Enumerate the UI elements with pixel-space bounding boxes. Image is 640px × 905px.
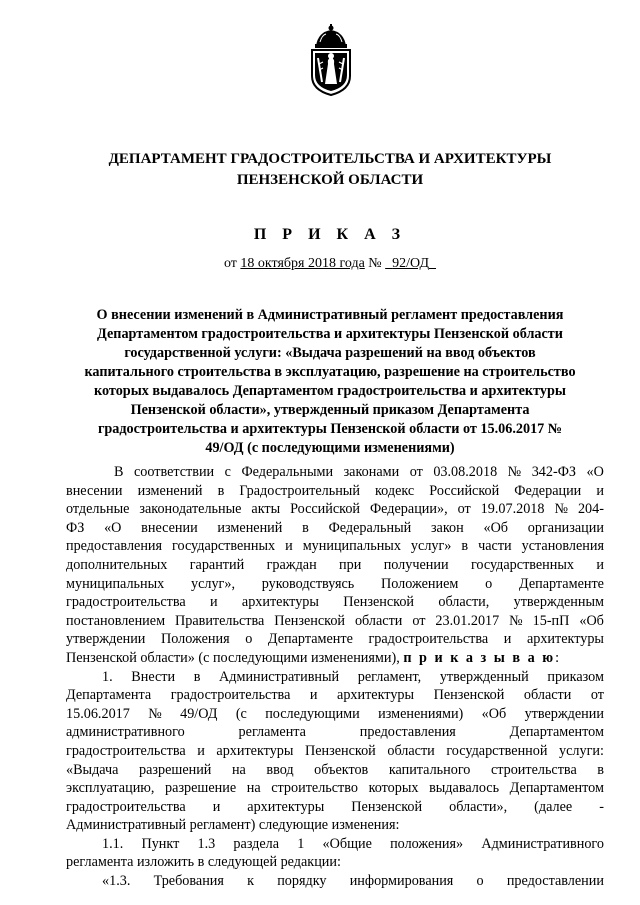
- body-line: В соответствии с Федеральными законами от 03.08.2018 № 342-ФЗ «О: [114, 464, 604, 480]
- order-title: П Р И К А З: [253, 226, 407, 243]
- body-line: «1.3. Требования к порядку информирования о предоставлении: [102, 873, 604, 890]
- body-line: [66, 649, 604, 668]
- order-keyword: п р и к а з ы в а ю: [403, 649, 556, 666]
- subject-line: О внесении изменений в Административный регламент предоставления: [96, 307, 564, 323]
- body-line: 1.1. Пункт 1.3 раздела 1 «Общие положения» Административного: [102, 835, 604, 852]
- body-line: ФЗ «О внесении изменений в Федеральный закон «Об организации: [66, 519, 604, 536]
- body-line: «Выдача разрешений на ввод объектов капитального строительства в: [66, 761, 604, 778]
- order-number: 92/ОД: [392, 256, 430, 271]
- body-line: эксплуатацию, разрешение на строительство которых выдавалось Департаментом: [66, 780, 604, 797]
- subject-line: капитального строительства в эксплуатацию, разрешение на строительство: [84, 364, 576, 380]
- body-line: Административный регламент) следующие изменения:: [66, 817, 400, 834]
- body-line: 15.06.2017 № 49/ОД (с последующими изменениями) «Об утверждении: [66, 705, 604, 722]
- body-line: административного регламента предоставления Департаментом: [66, 724, 604, 741]
- subject-line: государственной услуги: «Выдача разрешений на ввод объектов: [124, 345, 536, 361]
- order-body: [66, 463, 604, 891]
- subject-line: Пензенской области», утвержденный приказом Департамента: [130, 402, 530, 418]
- order-from-label: от: [223, 256, 237, 271]
- order-number-label: №: [368, 256, 382, 271]
- body-line: регламента изложить в следующей редакции:: [66, 854, 341, 871]
- department-name-line1: ДЕПАРТАМЕНТ ГРАДОСТРОИТЕЛЬСТВА И АРХИТЕКТУРЫ: [108, 151, 552, 167]
- body-line: градостроительства и архитектуры Пензенской области», (далее -: [66, 798, 604, 815]
- penza-coat-of-arms-icon: [304, 24, 358, 96]
- body-line: предоставления государственных и муниципальных услуг» в части установления: [66, 538, 604, 555]
- subject-line: которых выдавалось Департаментом градостроительства и архитектуры: [94, 383, 566, 399]
- body-line-text: Пензенской области» (с последующими изменениями),: [66, 649, 400, 666]
- body-line: утверждении Положения о Департаменте градостроительства и архитектуры: [66, 631, 604, 648]
- body-line: постановлением Правительства Пензенской области от 23.01.2017 № 15-пП «Об: [66, 612, 604, 629]
- body-line: 1. Внести в Административный регламент, утвержденный приказом: [102, 668, 604, 685]
- body-line: Департамента градостроительства и архитектуры Пензенской области от: [66, 687, 604, 704]
- body-line-colon: :: [555, 649, 560, 666]
- body-line: дополнительных гарантий граждан при получении государственных и: [66, 556, 604, 573]
- body-line: градостроительства и архитектуры Пензенской области государственной услуги:: [66, 742, 604, 759]
- order-date-number: [40, 256, 620, 272]
- order-subject: [62, 306, 598, 458]
- subject-line: градостроительства и архитектуры Пензенской области от 15.06.2017 №: [97, 421, 563, 437]
- body-line: муниципальных услуг», руководствуясь Положением о Департаменте: [66, 575, 604, 592]
- department-name: [40, 149, 620, 191]
- subject-line: Департаментом градостроительства и архитектуры Пензенской области: [97, 326, 563, 342]
- subject-line: 49/ОД (с последующими изменениями): [205, 440, 455, 456]
- body-line: внесении изменений в Градостроительный кодекс Российской Федерации и: [66, 482, 604, 499]
- department-name-line2: ПЕНЗЕНСКОЙ ОБЛАСТИ: [236, 172, 424, 188]
- order-date: 18 октября 2018 года: [240, 256, 365, 271]
- body-line: градостроительства и архитектуры Пензенской области, утвержденным: [66, 594, 604, 611]
- body-line: отдельные законодательные акты Российской Федерации», от 19.07.2018 № 204-: [66, 501, 604, 518]
